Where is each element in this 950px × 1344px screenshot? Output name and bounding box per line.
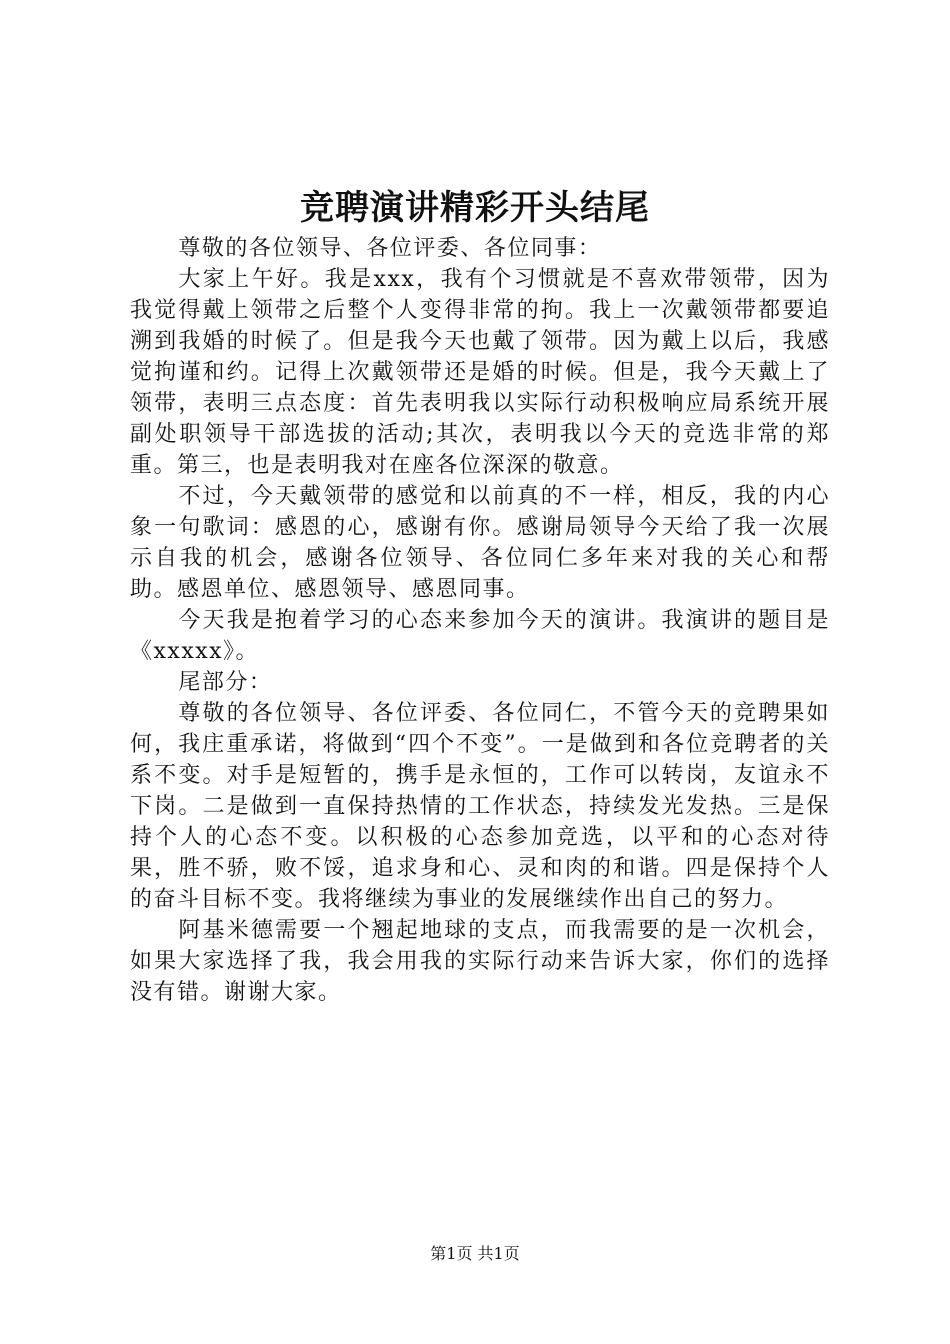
paragraph-ending-heading: 尾部分： — [178, 670, 273, 695]
page-footer: 第1页 共1页 — [430, 1244, 520, 1263]
document-title: 竞聘演讲精彩开头结尾 — [300, 188, 650, 228]
paragraph-opening: 大家上午好。我是xxx，我有个习惯就是不喜欢带领带，因为我觉得戴上领带之后整个人变得非常的拘。我上一次戴领带都要追溯到我婚的时候了。但是我今天也戴了领带。因为戴上以后，我感觉拘谨和约。记得上次戴领带还是婚的时候。但是，我今天戴上了领带，表明三点态度：首先表明我以实际行动积极响应局系统开展副处职领导干部选拔的活动;其次，表明我以今天的竞选非常的郑重。第三，也是表明我对在座各位深深的敬意。 — [130, 267, 830, 478]
paragraph-closing: 阿基米德需要一个翘起地球的支点，而我需要的是一次机会，如果大家选择了我，我会用我的实际行动来告诉大家，你们的选择没有错。谢谢大家。 — [130, 918, 830, 1005]
paragraph-gratitude: 不过，今天戴领带的感觉和以前真的不一样，相反，我的内心象一句歌词：感恩的心，感谢有你。感谢局领导今天给了我一次展示自我的机会，感谢各位领导、各位同仁多年来对我的关心和帮助。感恩单位、感恩领导、感恩同事。 — [130, 484, 830, 602]
paragraph-topic: 今天我是抱着学习的心态来参加今天的演讲。我演讲的题目是《xxxxx》。 — [130, 608, 830, 664]
document-body — [130, 233, 830, 1008]
paragraph-salutation: 尊敬的各位领导、各位评委、各位同事： — [178, 236, 602, 261]
paragraph-commitment: 尊敬的各位领导、各位评委、各位同仁，不管今天的竞聘果如何，我庄重承诺，将做到“四个不变”。一是做到和各位竞聘者的关系不变。对手是短暂的，携手是永恒的，工作可以转岗，友谊永不下岗。二是做到一直保持热情的工作状态，持续发光发热。三是保持个人的心态不变。以积极的心态参加竞选，以平和的心态对待果，胜不骄，败不馁，追求身和心、灵和肉的和谐。四是保持个人的奋斗目标不变。我将继续为事业的发展继续作出自己的努力。 — [130, 701, 830, 912]
